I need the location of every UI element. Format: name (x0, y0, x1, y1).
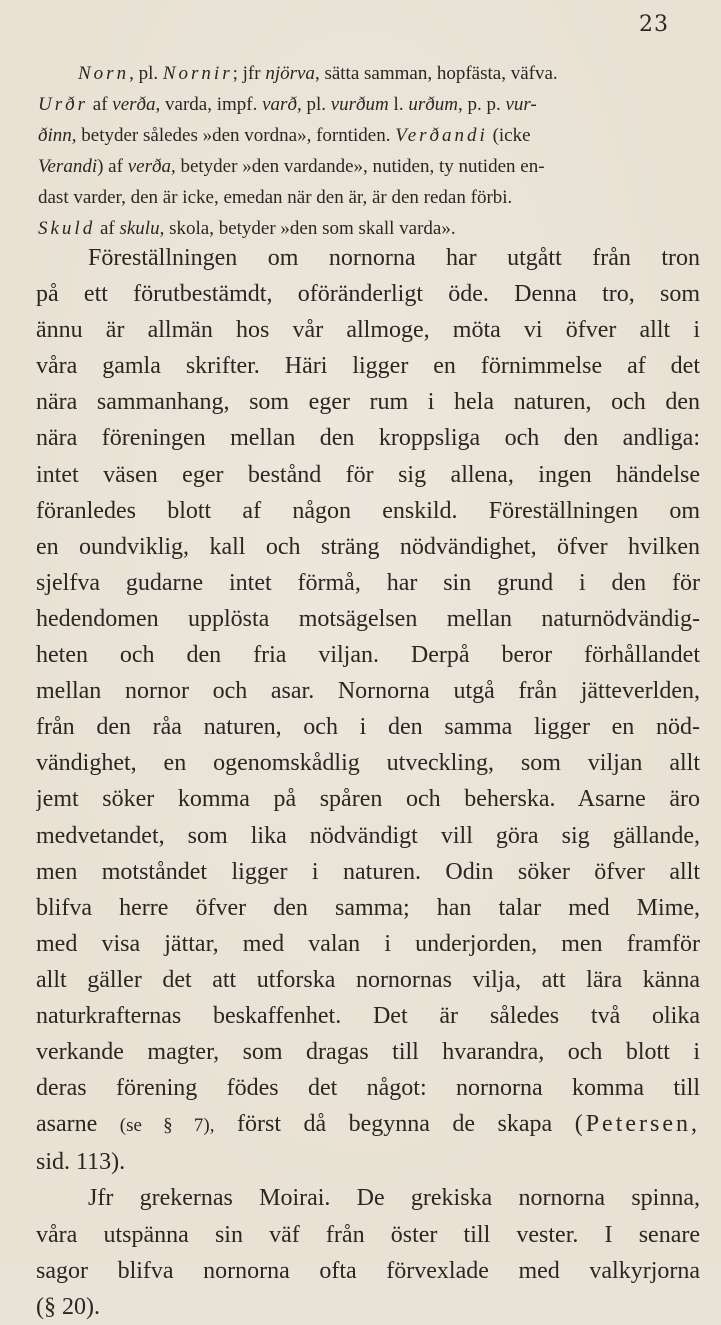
text-line: på ett förutbestämdt, oföränderligt öde. Denna tro, som (36, 281, 700, 308)
section-reference: (se § 7), (119, 1115, 215, 1137)
main-text (36, 240, 700, 1325)
text-line: (§ 20). (36, 1293, 100, 1320)
text-line: intet väsen eger bestånd för sig allena, ingen händelse (36, 461, 700, 488)
text-line: men motståndet ligger i naturen. Odin söker öfver allt (36, 858, 700, 885)
footnote-line-1: Norn, pl. Nornir; jfr njörva, sätta samman, hopfästa, väfva. (78, 63, 558, 84)
text-line: sagor blifva nornorna ofta förvexlade med valkyrjorna (36, 1257, 700, 1284)
text-line: medvetandet, som lika nödvändigt vill göra sig gällande, (36, 822, 700, 849)
text-line: blifva herre öfver den samma; han talar med Mime, (36, 894, 700, 921)
text-line: nära sammanhang, som eger rum i hela naturen, och den (36, 389, 700, 416)
text-line: från den råa naturen, och i den samma ligger en nöd- (36, 714, 700, 741)
text-line: nära föreningen mellan den kroppsliga och den andliga: (36, 425, 700, 452)
footnote-line-2: Urðr af verða, varda, impf. varð, pl. vurðum l. urðum, p. p. vur- (38, 94, 537, 115)
text-line: våra gamla skrifter. Häri ligger en förnimmelse af det (36, 353, 700, 380)
page-number: 23 (639, 12, 669, 37)
text-line: allt gäller det att utforska nornornas vilja, att lära känna (36, 966, 700, 993)
term-norn: Norn (78, 63, 130, 84)
text-line: jemt söker komma på spåren och beherska. Asarne äro (36, 786, 700, 813)
text-line: verkande magter, som dragas till hvarandra, och blott i (36, 1039, 700, 1066)
text-line: Jfr grekernas Moirai. De grekiska nornorna spinna, (88, 1185, 700, 1212)
text-line: hedendomen upplösta motsägelsen mellan naturnödvändig- (36, 605, 700, 632)
source-citation: (Petersen, (574, 1111, 700, 1138)
text-line: naturkrafternas beskaffenhet. Det är således två olika (36, 1002, 700, 1029)
text-line: heten och den fria viljan. Derpå beror förhållandet (36, 642, 700, 669)
text-line: med visa jättar, med valan i underjorden, men framför (36, 930, 700, 957)
footnote-line-5: dast varder, den är icke, emedan när den är, är den redan förbi. (38, 187, 513, 208)
term-verdandi: Verðandi (395, 125, 488, 146)
text-line-with-reference: asarne (se § 7), först då begynna de skapa (Petersen, (36, 1111, 700, 1138)
text-line: föranledes blott af någon enskild. Föreställningen om (36, 497, 700, 524)
footnote-line-3: ðinn, betyder således »den vordna», forntiden. Verðandi (icke (38, 125, 531, 146)
text-line: Föreställningen om nornorna har utgått från tron (88, 245, 700, 271)
etymology-footnote (38, 58, 698, 244)
footnote-line-6: Skuld af skulu, skola, betyder »den som skall varda». (38, 218, 456, 239)
text-line: ännu är allmän hos vår allmoge, möta vi öfver allt i (36, 317, 700, 344)
footnote-line-4: Verandi) af verða, betyder »den vardande», nutiden, ty nutiden en- (38, 156, 545, 177)
text-line: våra utspänna sin väf från öster till vester. I senare (36, 1221, 700, 1248)
term-nornir: Nornir (162, 63, 233, 84)
term-skuld: Skuld (38, 218, 96, 239)
text-line: sid. 113). (36, 1149, 126, 1176)
term-urdr: Urðr (38, 94, 89, 115)
text-line: deras förening födes det något: nornorna komma till (36, 1075, 700, 1102)
text-line: vändighet, en ogenomskådlig utveckling, som viljan allt (36, 750, 700, 777)
text-line: en oundviklig, kall och sträng nödvändighet, öfver hvilken (36, 533, 700, 560)
text-line: mellan nornor och asar. Nornorna utgå från jätteverlden, (36, 678, 700, 705)
text-line: sjelfva gudarne intet förmå, har sin grund i den för (36, 569, 700, 596)
